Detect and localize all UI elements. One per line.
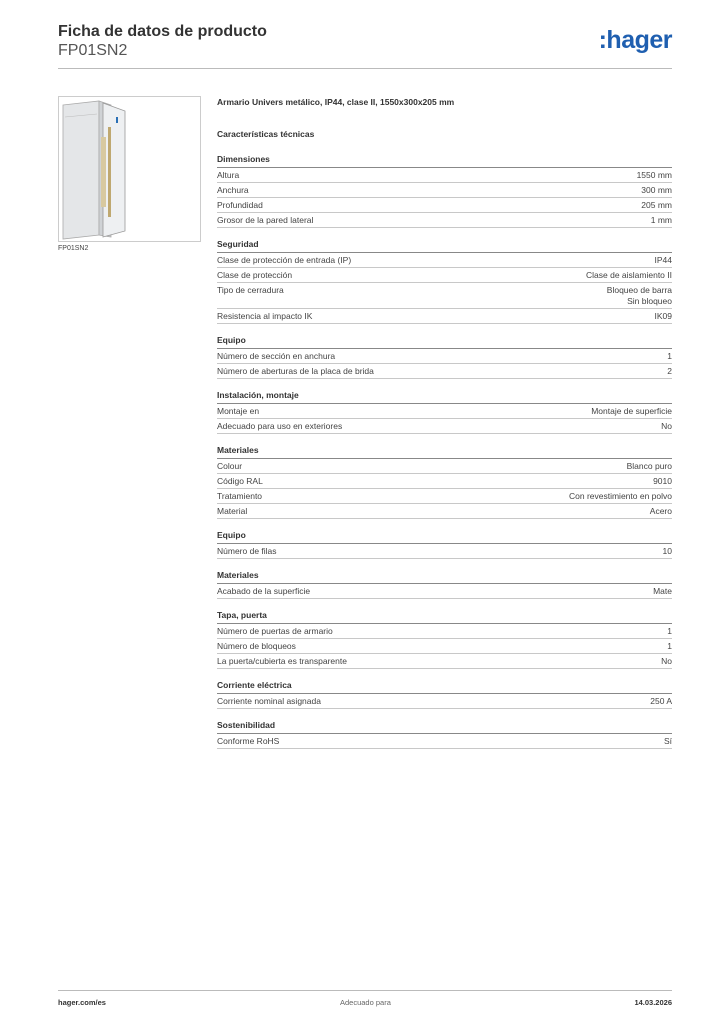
spec-label: La puerta/cubierta es transparente — [217, 656, 347, 666]
spec-row — [217, 584, 672, 599]
section-title: Materiales — [217, 445, 672, 459]
footer-divider — [58, 990, 672, 991]
spec-label: Número de filas — [217, 546, 277, 556]
spec-row — [217, 459, 672, 474]
spec-value: 10 — [662, 546, 672, 556]
spec-section — [217, 570, 672, 599]
product-image-caption: FP01SN2 — [58, 245, 89, 252]
spec-section — [217, 154, 672, 228]
section-title: Dimensiones — [217, 154, 672, 168]
spec-label: Conforme RoHS — [217, 736, 280, 746]
spec-label: Profundidad — [217, 200, 263, 210]
spec-label: Altura — [217, 170, 240, 180]
spec-row — [217, 504, 672, 519]
hager-logo: :hager — [598, 26, 672, 54]
spec-section — [217, 720, 672, 749]
spec-label: Clase de protección de entrada (IP) — [217, 255, 352, 265]
spec-label: Número de puertas de armario — [217, 626, 333, 636]
spec-value: 300 mm — [641, 185, 672, 195]
spec-label: Anchura — [217, 185, 249, 195]
page-header — [58, 22, 267, 60]
section-title: Seguridad — [217, 239, 672, 253]
spec-label: Montaje en — [217, 406, 260, 416]
spec-row — [217, 253, 672, 268]
spec-section — [217, 445, 672, 519]
spec-row — [217, 283, 672, 309]
spec-row — [217, 474, 672, 489]
spec-row — [217, 694, 672, 709]
spec-row — [217, 639, 672, 654]
spec-label: Código RAL — [217, 476, 263, 486]
spec-sections — [217, 154, 672, 749]
spec-label: Adecuado para uso en exteriores — [217, 421, 343, 431]
section-title: Materiales — [217, 570, 672, 584]
spec-row — [217, 168, 672, 183]
technical-characteristics-heading: Características técnicas — [217, 129, 315, 139]
spec-row — [217, 404, 672, 419]
spec-label: Número de aberturas de la placa de brida — [217, 366, 374, 376]
spec-value: Blanco puro — [626, 461, 672, 471]
spec-value: No — [661, 656, 672, 666]
spec-value: IK09 — [654, 311, 672, 321]
spec-value: 9010 — [653, 476, 672, 486]
section-title: Equipo — [217, 335, 672, 349]
spec-label: Número de sección en anchura — [217, 351, 336, 361]
section-title: Instalación, montaje — [217, 390, 672, 404]
section-title: Sostenibilidad — [217, 720, 672, 734]
page-title: Ficha de datos de producto — [58, 23, 267, 40]
spec-value: Montaje de superficie — [591, 406, 672, 416]
spec-value: Clase de aislamiento II — [586, 270, 672, 280]
spec-row — [217, 268, 672, 283]
spec-label: Tipo de cerradura — [217, 285, 284, 295]
footer-website: hager.com/es — [58, 998, 106, 1007]
spec-value: Mate — [653, 586, 672, 596]
spec-row — [217, 419, 672, 434]
spec-label: Colour — [217, 461, 243, 471]
spec-row — [217, 198, 672, 213]
spec-value: 1 — [667, 641, 672, 651]
spec-row — [217, 309, 672, 324]
spec-row — [217, 489, 672, 504]
product-image — [58, 96, 201, 242]
spec-section — [217, 610, 672, 669]
spec-value: Bloqueo de barra Sin bloqueo — [606, 285, 672, 306]
spec-value: 1550 mm — [636, 170, 672, 180]
spec-section — [217, 239, 672, 324]
footer-date: 14.03.2026 — [634, 998, 672, 1007]
spec-value: 250 A — [650, 696, 672, 706]
spec-section — [217, 680, 672, 709]
spec-label: Corriente nominal asignada — [217, 696, 321, 706]
spec-row — [217, 349, 672, 364]
spec-row — [217, 364, 672, 379]
spec-row — [217, 624, 672, 639]
spec-label: Clase de protección — [217, 270, 293, 280]
spec-value: No — [661, 421, 672, 431]
spec-row — [217, 544, 672, 559]
spec-row — [217, 213, 672, 228]
product-description: Armario Univers metálico, IP44, clase II, 1550x300x205 mm — [217, 97, 455, 107]
specifications — [217, 96, 672, 749]
section-title: Equipo — [217, 530, 672, 544]
spec-value: 205 mm — [641, 200, 672, 210]
spec-value: 1 mm — [650, 215, 672, 225]
spec-row — [217, 654, 672, 669]
cabinet-illustration — [59, 97, 200, 241]
section-title: Corriente eléctrica — [217, 680, 672, 694]
header-divider — [58, 68, 672, 69]
spec-value: 1 — [667, 351, 672, 361]
spec-label: Material — [217, 506, 248, 516]
spec-value: Acero — [649, 506, 672, 516]
spec-label: Grosor de la pared lateral — [217, 215, 314, 225]
spec-value: IP44 — [654, 255, 672, 265]
product-code: FP01SN2 — [58, 42, 128, 59]
spec-row — [217, 183, 672, 198]
spec-value: 2 — [667, 366, 672, 376]
spec-section — [217, 390, 672, 434]
spec-label: Resistencia al impacto IK — [217, 311, 313, 321]
footer-note: Adecuado para — [340, 998, 391, 1007]
section-title: Tapa, puerta — [217, 610, 672, 624]
spec-value: Con revestimiento en polvo — [568, 491, 672, 501]
spec-row — [217, 734, 672, 749]
spec-value: Sí — [663, 736, 672, 746]
spec-value: 1 — [667, 626, 672, 636]
spec-label: Número de bloqueos — [217, 641, 296, 651]
spec-section — [217, 530, 672, 559]
spec-section — [217, 335, 672, 379]
spec-label: Tratamiento — [217, 491, 263, 501]
spec-label: Acabado de la superficie — [217, 586, 311, 596]
